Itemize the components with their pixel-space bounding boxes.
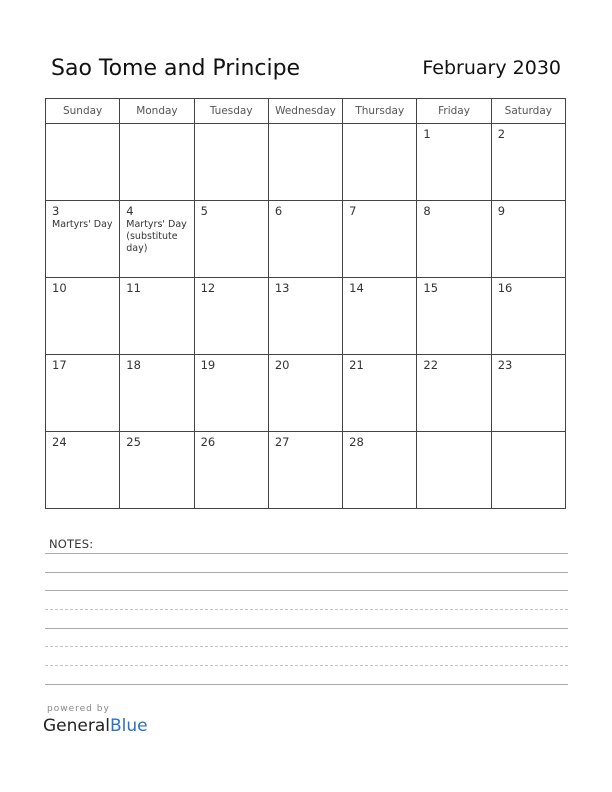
day-cell (46, 278, 120, 355)
note-line (45, 684, 568, 685)
day-cell (268, 278, 342, 355)
day-number: 8 (423, 204, 431, 218)
day-cell (491, 432, 565, 509)
day-cell (194, 124, 268, 201)
day-number: 21 (349, 358, 364, 372)
day-cell (268, 201, 342, 278)
day-number: 10 (52, 281, 67, 295)
day-cell (194, 432, 268, 509)
day-number: 17 (52, 358, 67, 372)
notes-label: NOTES: (49, 537, 94, 551)
week-row (46, 124, 566, 201)
day-number: 27 (274, 435, 290, 449)
day-cell (46, 201, 120, 278)
month-title: February 2030 (422, 57, 561, 79)
day-number: 26 (200, 435, 216, 449)
day-cell (120, 278, 194, 355)
day-number: 7 (349, 204, 357, 218)
weekday-thursday: Thursday (343, 99, 417, 124)
note-line (45, 609, 568, 610)
note-line (45, 553, 568, 554)
weekday-sunday: Sunday (46, 99, 120, 124)
day-number: 1 (423, 127, 431, 141)
calendar-grid (45, 98, 566, 509)
day-number: 23 (497, 358, 513, 372)
day-cell (491, 355, 565, 432)
note-line (45, 628, 568, 629)
day-cell (491, 201, 565, 278)
week-row (46, 278, 566, 355)
day-cell (194, 278, 268, 355)
day-number: 15 (423, 281, 439, 295)
day-number: 28 (349, 435, 364, 449)
weekday-saturday: Saturday (491, 99, 565, 124)
holiday-label: Martyrs' Day (52, 219, 113, 230)
day-number: 4 (126, 204, 134, 218)
day-number: 13 (274, 281, 290, 295)
week-row (46, 432, 566, 509)
day-cell (417, 201, 491, 278)
day-cell (343, 355, 417, 432)
day-cell (417, 124, 491, 201)
weekday-wednesday: Wednesday (268, 99, 342, 124)
day-cell (417, 278, 491, 355)
note-line (45, 572, 568, 573)
holiday-label: Martyrs' Day (substitute day) (126, 219, 187, 254)
day-cell (491, 124, 565, 201)
day-cell (120, 124, 194, 201)
day-cell (268, 355, 342, 432)
day-cell (120, 355, 194, 432)
day-number: 24 (52, 435, 67, 449)
weekday-friday: Friday (417, 99, 491, 124)
day-cell (268, 432, 342, 509)
note-line (45, 590, 568, 591)
day-number: 6 (274, 204, 283, 218)
week-row (46, 355, 566, 432)
day-cell (46, 124, 120, 201)
day-number: 14 (349, 281, 364, 295)
powered-by-text: powered by (47, 704, 110, 714)
day-number: 11 (126, 281, 141, 295)
day-cell (343, 432, 417, 509)
day-number: 22 (423, 358, 439, 372)
day-cell (343, 124, 417, 201)
country-title: Sao Tome and Principe (51, 56, 301, 81)
day-cell (268, 124, 342, 201)
day-cell (46, 355, 120, 432)
day-number: 18 (126, 358, 141, 372)
brand-general: General (43, 716, 110, 736)
day-cell (343, 201, 417, 278)
note-line (45, 646, 568, 647)
day-number: 12 (200, 281, 216, 295)
week-row (46, 201, 566, 278)
day-cell (491, 278, 565, 355)
day-number: 9 (497, 204, 506, 218)
day-number: 25 (126, 435, 141, 449)
weekday-tuesday: Tuesday (194, 99, 268, 124)
day-cell (120, 201, 194, 278)
weekday-header-row (46, 99, 566, 124)
day-number: 5 (200, 204, 208, 218)
day-number: 19 (200, 358, 216, 372)
generalblue-logo (43, 716, 148, 736)
day-cell (194, 201, 268, 278)
note-line (45, 665, 568, 666)
day-cell (46, 432, 120, 509)
day-number: 2 (497, 127, 506, 141)
day-number: 16 (497, 281, 513, 295)
day-number: 20 (274, 358, 290, 372)
day-cell (194, 355, 268, 432)
day-cell (120, 432, 194, 509)
day-cell (417, 432, 491, 509)
brand-blue: Blue (110, 716, 148, 736)
weekday-monday: Monday (120, 99, 194, 124)
day-cell (343, 278, 417, 355)
day-number: 3 (52, 204, 60, 218)
day-cell (417, 355, 491, 432)
